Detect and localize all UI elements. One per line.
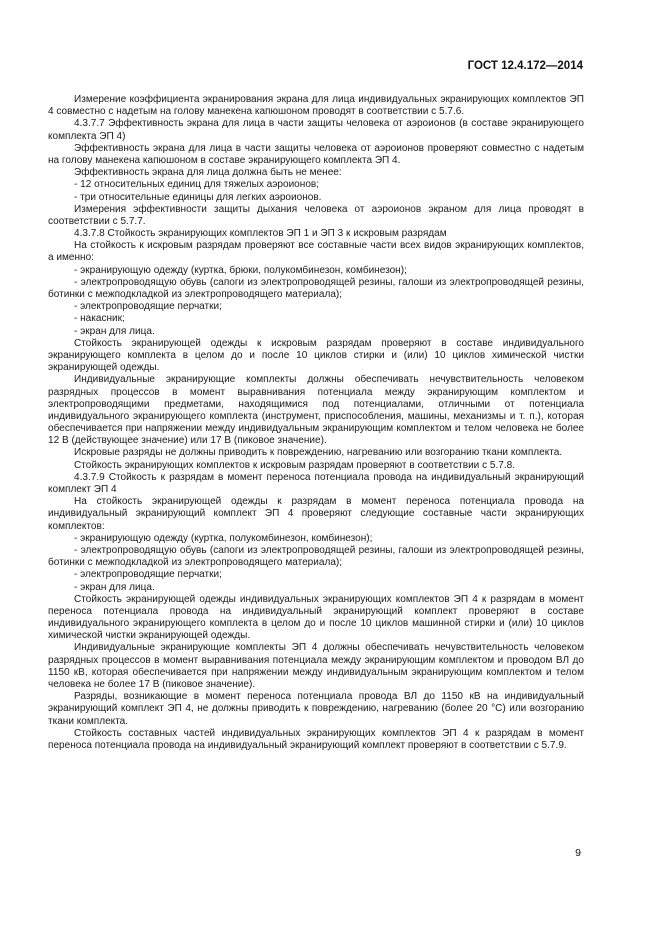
clause-heading: 4.3.7.7 Эффективность экрана для лица в части защиты человека от аэроионов (в составе экранирующего комплекта ЭП 4) xyxy=(48,118,584,142)
paragraph: Эффективность экрана для лица в части защиты человека от аэроионов проверяют совместно с надетым на голову манекена капюшоном в составе экранирующего комплекта ЭП 4. xyxy=(48,142,584,166)
list-item: - экранирующую одежду (куртка, полукомбинезон, комбинезон); xyxy=(74,532,373,544)
list-item: - экранирующую одежду (куртка, брюки, полукомбинезон, комбинезон); xyxy=(74,264,407,276)
clause-heading: 4.3.7.8 Стойкость экранирующих комплектов ЭП 1 и ЭП 3 к искровым разрядам xyxy=(74,228,447,240)
paragraph: Стойкость экранирующей одежды к искровым разрядам проверяют в составе индивидуального экранирующего комплекта в целом до и после 10 циклов стирки и (или) 10 циклов химической чистки экранирующей одежды. xyxy=(48,337,584,374)
clause-heading: 4.3.7.9 Стойкость к разрядам в момент переноса потенциала провода на индивидуальный экранирующий комплект ЭП 4 xyxy=(48,471,584,495)
paragraph: Стойкость экранирующих комплектов к искровым разрядам проверяют в соответствии с 5.7.8. xyxy=(74,459,516,471)
list-item: - электропроводящие перчатки; xyxy=(74,569,222,581)
paragraph: Измерение коэффициента экранирования экрана для лица индивидуальных экранирующих комплектов ЭП 4 совместно с надетым на голову манекена капюшоном проводят в соответствии с 5.7.6. xyxy=(48,94,584,118)
paragraph: Стойкость составных частей индивидуальных экранирующих комплектов ЭП 4 к разрядам в момент переноса потенциала провода на индивидуальный экранирующий комплект проверяют в соответствии с 5.7.9. xyxy=(48,727,584,751)
list-item: - накасник; xyxy=(74,313,125,325)
paragraph: Индивидуальные экранирующие комплекты должны обеспечивать нечувствительность человеком разрядных процессов в момент выравнивания потенциала между экранирующим комплектом и электропроводящими предметами, находящимися под потенциалами, отличными от потенциала индивидуального экранирующего комплекта (инструмент, приспособления, машины, механизмы и т. п.), которая обеспечивается при напряжении между индивидуальным экранирующим комплектом и телом человека не более 12 В (действующее значение) или 17 В (пиковое значение). xyxy=(48,374,584,447)
paragraph: Измерения эффективности защиты дыхания человека от аэроионов экраном для лица проводят в соответствии с 5.7.7. xyxy=(48,203,584,227)
paragraph: Индивидуальные экранирующие комплекты ЭП 4 должны обеспечивать нечувствительность человеком разрядных процессов в момент выравнивания потенциала между экранирующим комплектом и проводом ВЛ до 1150 кВ, которая обеспечивается при напряжении между индивидуальным экранирующим комплектом и телом человека не более 17 В (пиковое значение). xyxy=(48,642,584,690)
paragraph: На стойкость экранирующей одежды к разрядам в момент переноса потенциала провода на индивидуальный экранирующий комплект ЭП 4 проверяют следующие составные части экранирующих комплектов: xyxy=(48,496,584,532)
paragraph: Искровые разряды не должны приводить к повреждению, нагреванию или возгоранию ткани комплекта. xyxy=(74,447,563,459)
paragraph: Разряды, возникающие в момент переноса потенциала провода ВЛ до 1150 кВ на индивидуальный экранирующий комплект ЭП 4, не должны приводить к повреждению, нагреванию (более 20 °С) или возгоранию ткани комплекта. xyxy=(48,691,584,727)
document-body xyxy=(48,94,584,752)
paragraph: На стойкость к искровым разрядам проверяют все составные части всех видов экранирующих комплектов, а именно: xyxy=(48,240,584,264)
list-item: - 12 относительных единиц для тяжелых аэроионов; xyxy=(74,179,320,191)
list-item: - экран для лица. xyxy=(74,325,155,337)
list-item: - три относительные единицы для легких аэроионов. xyxy=(74,191,322,203)
list-item: - электропроводящую обувь (сапоги из электропроводящей резины, галоши из электропроводящей резины, ботинки с межподкладкой из электропроводящего материала); xyxy=(48,276,584,300)
standard-header: ГОСТ 12.4.172—2014 xyxy=(467,60,583,72)
paragraph: Стойкость экранирующей одежды индивидуальных экранирующих комплектов ЭП 4 к разрядам в момент переноса потенциала провода на индивидуальный экранирующий комплект проверяют в составе индивидуального экранирующего комплекта в целом до и после 10 циклов машинной стирки и (или) 10 циклов химической чистки экранирующей одежды. xyxy=(48,593,584,642)
page-number: 9 xyxy=(575,847,581,859)
list-item: - экран для лица. xyxy=(74,581,155,593)
list-item: - электропроводящие перчатки; xyxy=(74,301,222,313)
list-item: - электропроводящую обувь (сапоги из электропроводящей резины, галоши из электропроводящей резины, ботинки с межподкладкой из электропроводящего материала); xyxy=(48,544,584,569)
paragraph: Эффективность экрана для лица должна быть не менее: xyxy=(74,167,342,179)
